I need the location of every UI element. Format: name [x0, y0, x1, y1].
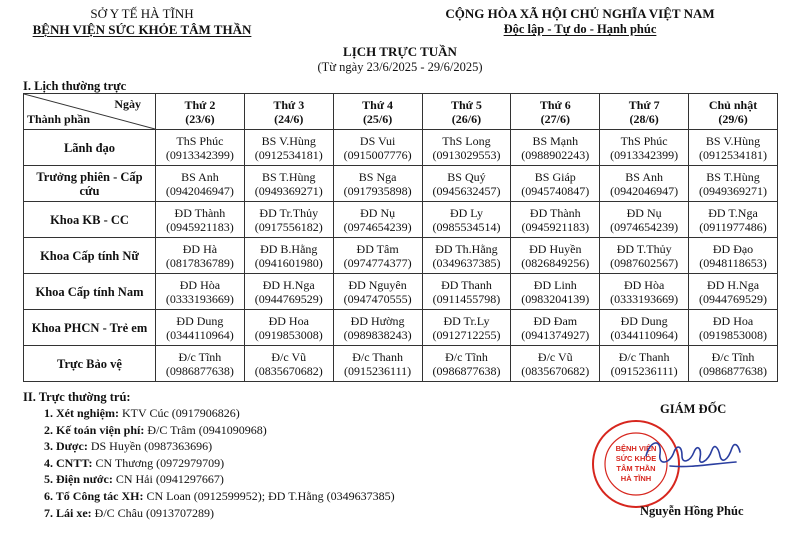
staff-phone: (0826849256)	[521, 255, 590, 270]
staff-name: ĐD B.Hằng	[260, 241, 318, 256]
staff-name: ThS Long	[442, 133, 491, 148]
section-1-heading: I. Lịch thường trực	[23, 79, 127, 93]
handwritten-signature	[640, 426, 750, 476]
document-title: LỊCH TRỰC TUẦN	[343, 44, 457, 59]
staff-phone: (0941374927)	[521, 327, 590, 342]
duty-cell	[244, 346, 333, 382]
staff-name: ĐD Hà	[182, 241, 218, 256]
duty-cell	[333, 202, 422, 238]
staff-phone: (0911977486)	[699, 219, 767, 234]
staff-phone: (0948118653)	[699, 255, 767, 270]
staff-name: BS V.Hùng	[705, 133, 761, 148]
duty-cell	[422, 238, 511, 274]
duty-cell	[244, 238, 333, 274]
department-name: SỞ Y TẾ HÀ TĨNH	[90, 6, 194, 21]
duty-cell	[600, 202, 689, 238]
staff-name: BS Quý	[447, 169, 486, 184]
duty-cell	[156, 166, 245, 202]
list-item: 3. Dược: DS Huyền (0987363696)	[44, 439, 213, 454]
stamp-line: HÀ TĨNH	[620, 474, 652, 483]
duty-cell	[511, 310, 600, 346]
duty-cell	[422, 274, 511, 310]
staff-name: ThS Phúc	[176, 133, 224, 148]
department-cell: Khoa Cấp tính Nữ	[24, 238, 156, 274]
staff-name: BS V.Hùng	[261, 133, 316, 148]
staff-name: ĐD Dung	[176, 313, 224, 328]
staff-name: DS Vui	[359, 133, 396, 148]
day-header: Chủ nhật (29/6)	[689, 94, 778, 130]
section-2-heading: II. Trực thường trú:	[23, 390, 131, 404]
staff-name: ĐD Hoa	[268, 313, 309, 328]
staff-phone: (0942046947)	[610, 183, 679, 198]
duty-cell	[511, 130, 600, 166]
staff-phone: (0942046947)	[165, 183, 234, 198]
staff-name: BS Anh	[625, 169, 663, 184]
department-cell: Khoa Cấp tính Nam	[24, 274, 156, 310]
duty-cell	[600, 166, 689, 202]
stamp-line: TÂM THẦN	[616, 464, 656, 473]
staff-phone: (0333193669)	[165, 291, 234, 306]
duty-cell	[422, 310, 511, 346]
stamp-line: BỆNH VIỆN	[615, 444, 657, 453]
staff-name: ThS Phúc	[620, 133, 668, 148]
staff-name: Đ/c Vũ	[537, 349, 573, 364]
duty-cell	[333, 238, 422, 274]
staff-phone: (0349637385)	[432, 255, 501, 270]
staff-name: ĐD Hoa	[712, 313, 754, 328]
department-cell: Trưởng phiên - Cấp cứu	[24, 166, 156, 202]
staff-phone: (0911455798)	[432, 291, 501, 306]
staff-name: ĐD Th.Hằng	[435, 241, 498, 256]
day-header: Thứ 2 (23/6)	[156, 94, 245, 130]
staff-name: Đ/c Vũ	[271, 349, 307, 364]
day-header: Thứ 3 (24/6)	[244, 94, 333, 130]
staff-name: BS Mạnh	[532, 133, 579, 148]
staff-phone: (0985534514)	[432, 219, 501, 234]
staff-phone: (0949369271)	[699, 183, 768, 198]
staff-phone: (0817836789)	[165, 255, 234, 270]
duty-cell	[600, 310, 689, 346]
duty-cell	[689, 238, 778, 274]
staff-phone: (0941601980)	[254, 255, 323, 270]
duty-cell	[422, 346, 511, 382]
list-item: 4. CNTT: CN Thương (0972979709)	[44, 455, 225, 470]
duty-cell	[244, 202, 333, 238]
duty-cell	[511, 346, 600, 382]
staff-name: Đ/c Tĩnh	[445, 349, 488, 364]
staff-name: ĐD Tâm	[356, 241, 399, 256]
staff-phone: (0983204139)	[521, 291, 590, 306]
staff-name: BS Nga	[358, 169, 397, 184]
staff-phone: (0986877638)	[165, 363, 234, 378]
staff-name: ĐD Thành	[529, 205, 581, 220]
nation-name: CỘNG HÒA XÃ HỘI CHỦ NGHĨA VIỆT NAM	[445, 6, 715, 21]
duty-cell	[600, 274, 689, 310]
stamp-line: SỨC KHỎE	[615, 454, 657, 463]
department-cell: Lãnh đạo	[24, 130, 156, 166]
staff-phone: (0915007776)	[343, 147, 412, 162]
staff-name: Đ/c Thanh	[618, 349, 670, 364]
table-row	[24, 274, 778, 310]
staff-phone: (0344110964)	[610, 327, 678, 342]
list-item: 1. Xét nghiệm: KTV Cúc (0917906826)	[44, 406, 240, 420]
staff-name: Đ/c Tĩnh	[178, 349, 222, 364]
staff-name: ĐD Dung	[620, 313, 668, 328]
staff-phone: (0949369271)	[254, 183, 323, 198]
staff-phone: (0947470555)	[343, 291, 412, 306]
staff-phone: (0912712255)	[432, 327, 501, 342]
date-range: (Từ ngày 23/6/2025 - 29/6/2025)	[317, 60, 483, 74]
duty-cell	[511, 166, 600, 202]
staff-phone: (0915236111)	[344, 363, 412, 378]
staff-phone: (0917935898)	[343, 183, 412, 198]
duty-cell	[600, 238, 689, 274]
department-cell: Trực Bảo vệ	[24, 346, 156, 382]
duty-cell	[600, 346, 689, 382]
duty-cell	[600, 130, 689, 166]
staff-phone: (0835670682)	[254, 363, 323, 378]
duty-cell	[422, 202, 511, 238]
staff-name: Đ/c Tĩnh	[711, 349, 755, 364]
staff-phone: (0945632457)	[432, 183, 501, 198]
staff-phone: (0835670682)	[521, 363, 590, 378]
duty-cell	[156, 202, 245, 238]
staff-name: ĐD T.Nga	[708, 205, 758, 220]
staff-phone: (0912534181)	[254, 147, 323, 162]
staff-phone: (0974654239)	[343, 219, 412, 234]
issuer-header	[22, 6, 262, 38]
staff-phone: (0913342399)	[610, 147, 679, 162]
duty-cell	[422, 166, 511, 202]
staff-name: ĐD T.Thủy	[616, 241, 672, 256]
staff-name: ĐD Nụ	[360, 205, 396, 220]
staff-name: ĐD H.Nga	[707, 277, 760, 292]
staff-phone: (0913029553)	[432, 147, 501, 162]
duty-cell	[333, 346, 422, 382]
staff-phone: (0945921183)	[166, 219, 234, 234]
staff-phone: (0987602567)	[610, 255, 679, 270]
duty-cell	[689, 346, 778, 382]
duty-cell	[689, 310, 778, 346]
duty-cell	[511, 274, 600, 310]
staff-name: ĐD Nguyên	[348, 277, 407, 292]
duty-cell	[156, 346, 245, 382]
duty-cell	[689, 202, 778, 238]
duty-cell	[333, 310, 422, 346]
schedule-table	[23, 93, 778, 382]
staff-name: BS Giáp	[534, 169, 576, 184]
signer-name: Nguyễn Hồng Phúc	[640, 504, 744, 518]
duty-cell	[333, 130, 422, 166]
duty-cell	[156, 274, 245, 310]
staff-name: ĐD Ly	[449, 205, 483, 220]
staff-phone: (0333193669)	[610, 291, 679, 306]
table-header-row	[24, 94, 778, 130]
staff-name: ĐD Hòa	[623, 277, 665, 292]
staff-phone: (0917556182)	[254, 219, 323, 234]
staff-phone: (0986877638)	[432, 363, 501, 378]
staff-name: ĐD Thanh	[441, 277, 492, 292]
staff-phone: (0919853008)	[699, 327, 768, 342]
staff-name: ĐD Đam	[533, 313, 578, 328]
staff-name: ĐD Huyền	[529, 241, 582, 256]
staff-name: ĐD Tr.Thủy	[259, 205, 319, 220]
staff-phone: (0915236111)	[610, 363, 678, 378]
duty-cell	[422, 130, 511, 166]
department-cell: Khoa KB - CC	[24, 202, 156, 238]
day-header: Thứ 7 (28/6)	[600, 94, 689, 130]
staff-phone: (0945740847)	[521, 183, 590, 198]
duty-cell	[244, 310, 333, 346]
corner-member-label: Thành phần	[27, 112, 91, 126]
staff-name: BS T.Hùng	[706, 169, 760, 184]
staff-name: Đ/c Thanh	[352, 349, 403, 364]
day-header: Thứ 5 (26/6)	[422, 94, 511, 130]
duty-cell	[244, 130, 333, 166]
table-row	[24, 166, 778, 202]
list-item: 6. Tổ Công tác XH: CN Loan (0912599952); ĐD T.Hằng (0349637385)	[44, 488, 395, 503]
table-row	[24, 130, 778, 166]
on-call-list	[44, 405, 395, 521]
staff-phone: (0912534181)	[699, 147, 768, 162]
list-item: 7. Lái xe: Đ/C Châu (0913707289)	[44, 505, 214, 520]
staff-phone: (0919853008)	[254, 327, 323, 342]
staff-name: BS T.Hùng	[261, 169, 316, 184]
staff-name: ĐD Tr.Ly	[443, 313, 490, 328]
duty-cell	[689, 166, 778, 202]
table-row	[24, 238, 778, 274]
duty-cell	[511, 202, 600, 238]
staff-name: ĐD Thành	[174, 205, 226, 220]
staff-phone: (0945921183)	[521, 219, 590, 234]
table-row	[24, 202, 778, 238]
day-header: Thứ 4 (25/6)	[333, 94, 422, 130]
staff-name: ĐD H.Nga	[262, 277, 315, 292]
staff-phone: (0974774377)	[343, 255, 412, 270]
national-motto: Độc lập - Tự do - Hạnh phúc	[503, 22, 657, 36]
staff-name: ĐD Nụ	[626, 205, 662, 220]
corner-header	[24, 94, 156, 130]
staff-phone: (0944769529)	[699, 291, 768, 306]
staff-name: ĐD Hòa	[179, 277, 221, 292]
staff-phone: (0986877638)	[699, 363, 768, 378]
department-cell: Khoa PHCN - Trẻ em	[24, 310, 156, 346]
staff-phone: (0989838243)	[343, 327, 412, 342]
corner-day-label: Ngày	[114, 97, 141, 111]
list-item: 2. Kế toán viện phí: Đ/C Trâm (0941090968)	[44, 422, 267, 437]
day-header: Thứ 6 (27/6)	[511, 94, 600, 130]
staff-name: ĐD Hường	[350, 313, 405, 328]
staff-phone: (0913342399)	[165, 147, 234, 162]
table-row	[24, 310, 778, 346]
staff-phone: (0344110964)	[166, 327, 234, 342]
staff-phone: (0944769529)	[254, 291, 323, 306]
staff-phone: (0974654239)	[610, 219, 679, 234]
hospital-name: BỆNH VIỆN SỨC KHỎE TÂM THẦN	[32, 22, 252, 37]
list-item: 5. Điện nước: CN Hải (0941297667)	[44, 472, 224, 487]
duty-cell	[333, 166, 422, 202]
table-row	[24, 346, 778, 382]
duty-cell	[156, 238, 245, 274]
duty-cell	[156, 130, 245, 166]
staff-name: ĐD Linh	[533, 277, 577, 292]
duty-cell	[689, 274, 778, 310]
signer-title: GIÁM ĐỐC	[660, 402, 727, 416]
duty-cell	[511, 238, 600, 274]
duty-cell	[333, 274, 422, 310]
staff-name: BS Anh	[181, 169, 219, 184]
staff-phone: (0988902243)	[521, 147, 590, 162]
staff-name: ĐD Đạo	[712, 241, 754, 256]
duty-cell	[156, 310, 245, 346]
duty-cell	[244, 166, 333, 202]
duty-cell	[244, 274, 333, 310]
duty-cell	[689, 130, 778, 166]
national-header	[395, 6, 765, 37]
